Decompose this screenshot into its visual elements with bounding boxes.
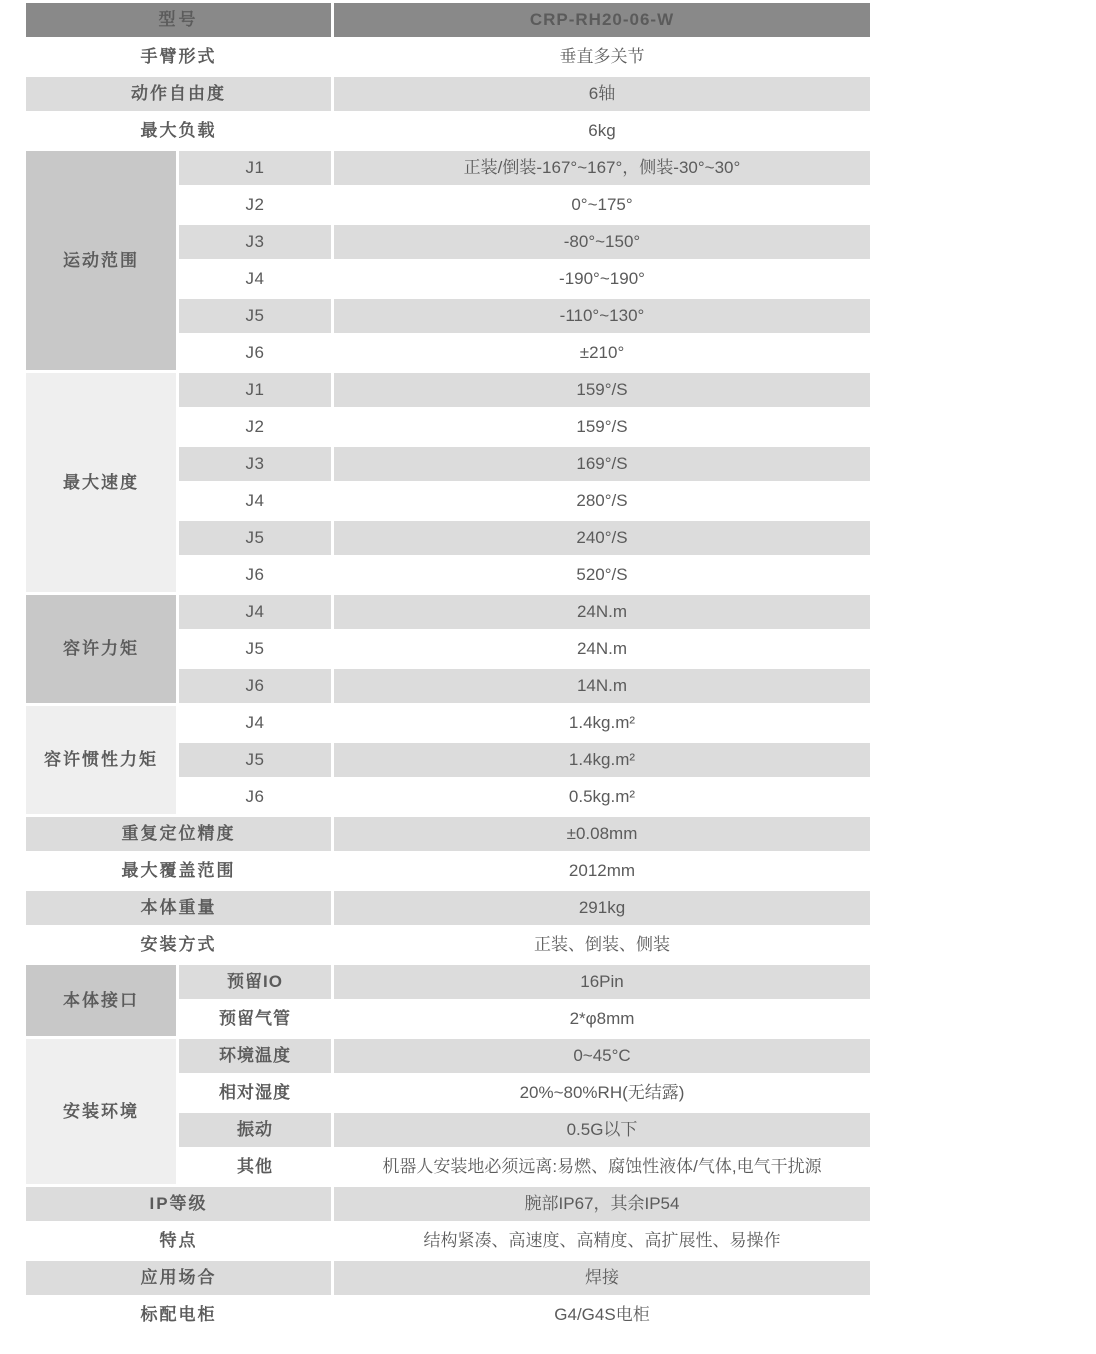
spec-value: -190°~190° [559, 269, 645, 289]
spec-value: 0~45°C [334, 1039, 870, 1073]
table-row [26, 1187, 870, 1221]
group-label: 安装环境 [26, 1039, 176, 1184]
row-value: 正装、倒装、侧装 [534, 935, 670, 955]
row-value: 2012mm [568, 861, 636, 881]
joint-label: J4 [245, 269, 265, 289]
spec-value: 1.4kg.m² [334, 743, 870, 777]
spec-value: 169°/S [334, 447, 870, 481]
row-label: 最大覆盖范围 [121, 861, 236, 881]
spec-table-body [26, 3, 870, 1332]
joint-label: J4 [245, 491, 265, 511]
spec-value: 24N.m [334, 595, 870, 629]
row-label: 应用场合 [26, 1261, 331, 1295]
spec-value: -80°~150° [334, 225, 870, 259]
spec-value: 0°~175° [571, 195, 633, 215]
group-label: 容许力矩 [26, 595, 176, 703]
spec-value: 2*φ8mm [569, 1009, 635, 1029]
row-label: IP等级 [26, 1187, 331, 1221]
joint-label: J5 [179, 743, 331, 777]
spec-table [23, 0, 873, 1335]
row-value: 结构紧凑、高速度、高精度、高扩展性、易操作 [423, 1231, 781, 1251]
table-row [26, 706, 870, 740]
row-label: 动作自由度 [26, 77, 331, 111]
table-row [26, 928, 870, 962]
row-value: G4/G4S电柜 [554, 1305, 650, 1325]
row-value: 291kg [334, 891, 870, 925]
sub-label: 振动 [179, 1113, 331, 1147]
spec-value: 520°/S [576, 565, 628, 585]
spec-value: 0.5G以下 [334, 1113, 870, 1147]
sub-label: 环境温度 [179, 1039, 331, 1073]
row-label: 手臂形式 [140, 47, 217, 67]
spec-value: 240°/S [334, 521, 870, 555]
joint-label: J6 [179, 669, 331, 703]
joint-label: J6 [245, 787, 265, 807]
spec-value: 159°/S [576, 417, 628, 437]
row-value: 腕部IP67，其余IP54 [334, 1187, 870, 1221]
joint-label: J2 [245, 417, 265, 437]
joint-label: J5 [245, 639, 265, 659]
spec-value: 0.5kg.m² [568, 787, 636, 807]
table-row [26, 1298, 870, 1332]
spec-value: 20%~80%RH(无结露) [519, 1083, 685, 1103]
joint-label: J5 [179, 521, 331, 555]
table-row [26, 891, 870, 925]
spec-value: ±210° [579, 343, 625, 363]
row-label: 特点 [159, 1231, 198, 1251]
spec-value: 1.4kg.m² [568, 713, 636, 733]
model-header-value: CRP-RH20-06-W [334, 3, 870, 37]
spec-value: 正装/倒装-167°~167°，侧装-30°~30° [334, 151, 870, 185]
group-label: 容许惯性力矩 [26, 706, 176, 814]
row-label: 最大负载 [140, 121, 217, 141]
row-label: 重复定位精度 [26, 817, 331, 851]
joint-label: J6 [245, 565, 265, 585]
spec-value: 14N.m [334, 669, 870, 703]
spec-value: 159°/S [334, 373, 870, 407]
sub-label: 其他 [237, 1157, 273, 1177]
row-label: 标配电柜 [140, 1305, 217, 1325]
spec-value: 16Pin [334, 965, 870, 999]
row-label: 安装方式 [140, 935, 217, 955]
joint-label: J5 [179, 299, 331, 333]
row-value: ±0.08mm [334, 817, 870, 851]
joint-label: J3 [179, 447, 331, 481]
joint-label: J3 [179, 225, 331, 259]
group-label: 最大速度 [26, 373, 176, 592]
spec-value: 24N.m [576, 639, 628, 659]
group-label: 本体接口 [26, 965, 176, 1036]
joint-label: J1 [179, 151, 331, 185]
table-row [26, 1224, 870, 1258]
table-row [26, 817, 870, 851]
table-row [26, 854, 870, 888]
table-row [26, 40, 870, 74]
joint-label: J4 [179, 595, 331, 629]
joint-label: J1 [179, 373, 331, 407]
spec-value: 机器人安装地必须远离:易燃、腐蚀性液体/气体,电气干扰源 [382, 1157, 822, 1177]
table-row [26, 151, 870, 185]
group-label: 运动范围 [26, 151, 176, 370]
joint-label: J2 [245, 195, 265, 215]
sub-label: 预留IO [179, 965, 331, 999]
table-row [26, 965, 870, 999]
table-row [26, 77, 870, 111]
model-header-label: 型号 [26, 3, 331, 37]
row-value: 6kg [588, 121, 616, 141]
table-row [26, 114, 870, 148]
spec-value: 280°/S [576, 491, 628, 511]
row-label: 本体重量 [26, 891, 331, 925]
table-row [26, 1039, 870, 1073]
table-row [26, 373, 870, 407]
row-value: 垂直多关节 [559, 47, 645, 67]
header-row [26, 3, 870, 37]
joint-label: J4 [245, 713, 265, 733]
sub-label: 预留气管 [219, 1009, 291, 1029]
table-row [26, 1261, 870, 1295]
row-value: 6轴 [334, 77, 870, 111]
sub-label: 相对湿度 [219, 1083, 291, 1103]
table-row [26, 595, 870, 629]
joint-label: J6 [245, 343, 265, 363]
spec-value: -110°~130° [334, 299, 870, 333]
row-value: 焊接 [334, 1261, 870, 1295]
